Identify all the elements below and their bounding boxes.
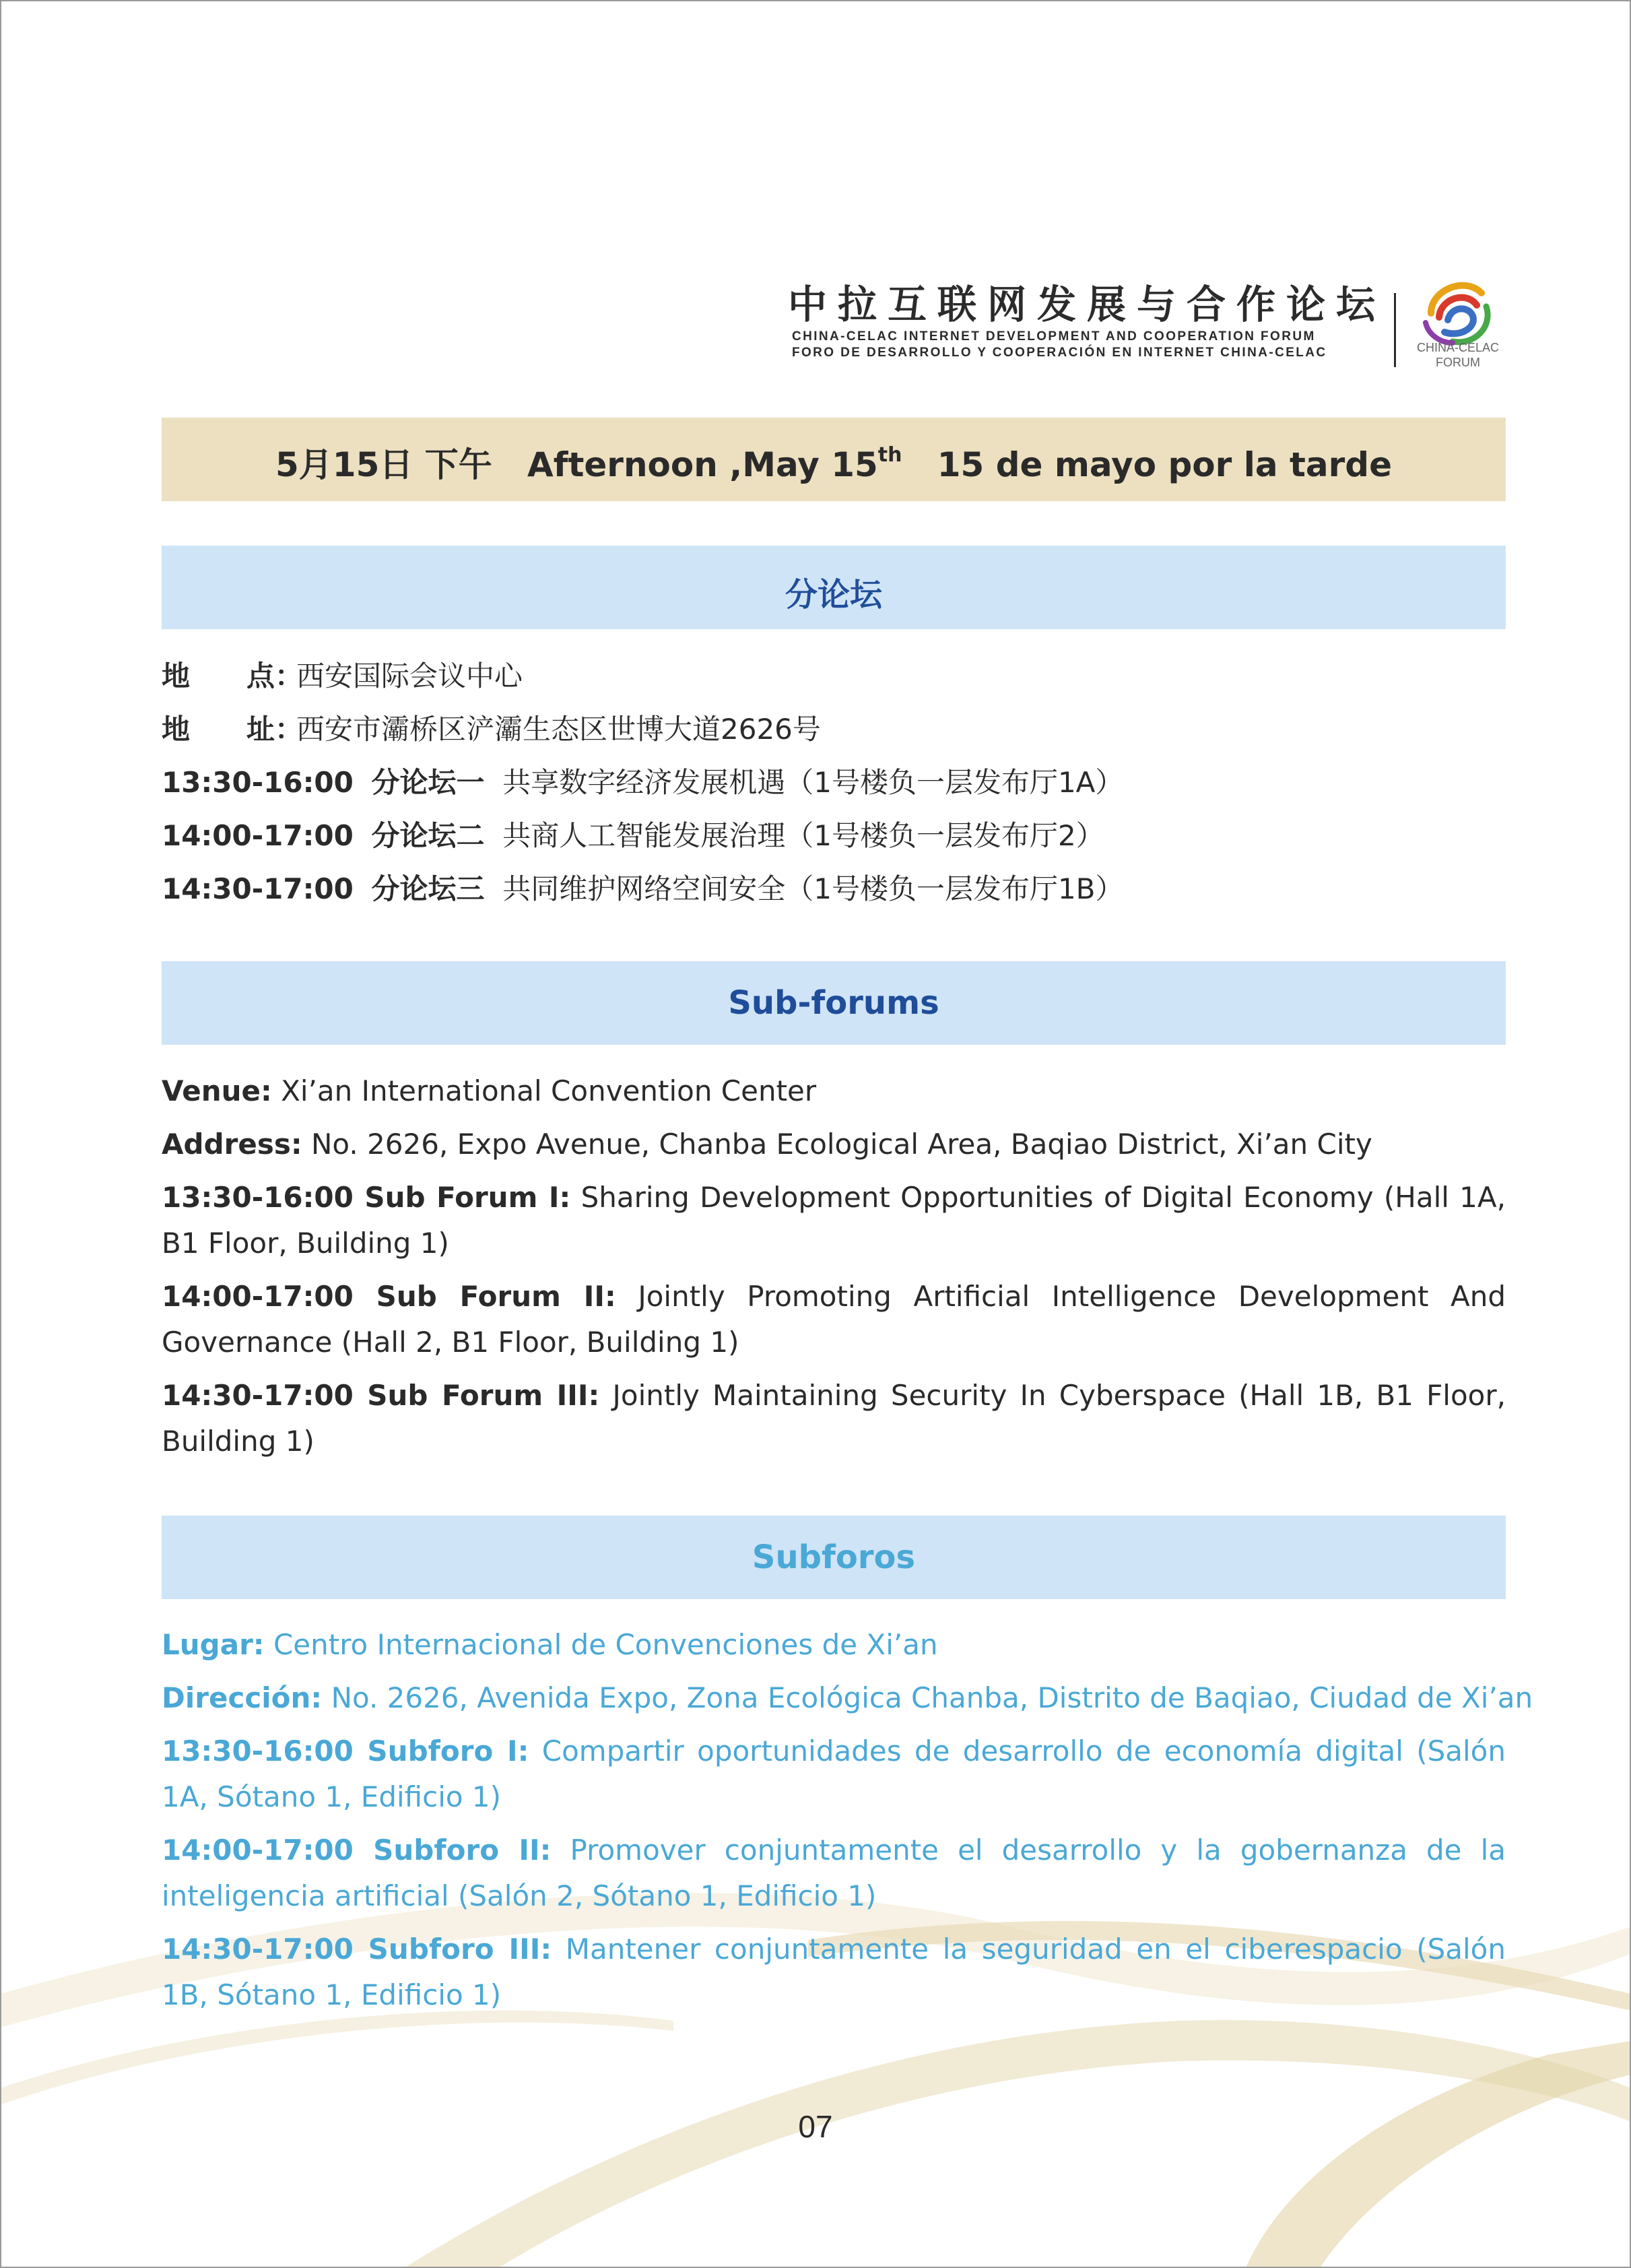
section-body-es bbox=[162, 1622, 1533, 2018]
venue-line-es: Lugar: Centro Internacional de Convenciones de Xi’an bbox=[162, 1628, 938, 1661]
section-body-cn bbox=[162, 653, 1506, 912]
session-line-cn: 14:30-17:00 分论坛三 共同维护网络空间安全（1号楼负一层发布厅1B） bbox=[162, 872, 1124, 905]
venue-line-cn: 地 点：西安国际会议中心 bbox=[162, 659, 523, 692]
page-number: 07 bbox=[798, 2109, 833, 2144]
section-header-en bbox=[162, 961, 1506, 1045]
logo-caption: CHINA-CELAC FORUM bbox=[1416, 341, 1500, 369]
logo-divider bbox=[1394, 293, 1396, 367]
session-line-es: 13:30-16:00 Subforo I: Compartir oportunidades de desarrollo de economía digital (Salón 1A, Sótano 1, Edificio 1) bbox=[162, 1735, 1506, 1813]
session-line-es: 14:30-17:00 Subforo III: Mantener conjuntamente la seguridad en el ciberespacio (Salón 1B, Sótano 1, Edificio 1) bbox=[162, 1933, 1506, 2011]
section-title-es: Subforos bbox=[752, 1538, 916, 1576]
session-line-en: 13:30-16:00 Sub Forum I: Sharing Development Opportunities of Digital Economy (Hall 1A, B1 Floor, Building 1) bbox=[162, 1181, 1506, 1260]
section-header-cn bbox=[162, 546, 1506, 629]
forum-title-es: FORO DE DESARROLLO Y COOPERACIÓN EN INTERNET CHINA-CELAC bbox=[792, 346, 1327, 360]
section-body-en bbox=[162, 1068, 1506, 1464]
section-header-es bbox=[162, 1516, 1506, 1599]
section-title-cn: 分论坛 bbox=[785, 576, 882, 614]
forum-title-cn: 中拉互联网发展与合作论坛 bbox=[788, 282, 1387, 327]
date-banner-text: 5月15日 下午 Afternoon ,May 15th 15 de mayo por la tarde bbox=[275, 443, 1392, 484]
address-line-cn: 地 址：西安市灞桥区浐灞生态区世博大道2626号 bbox=[162, 713, 821, 746]
session-line-es: 14:00-17:00 Subforo II: Promover conjuntamente el desarrollo y la gobernanza de la inteligencia artificial (Salón 2, Sótano 1, Edificio 1) bbox=[162, 1834, 1506, 1912]
session-line-cn: 13:30-16:00 分论坛一 共享数字经济发展机遇（1号楼负一层发布厅1A） bbox=[162, 766, 1124, 799]
section-title-en: Sub-forums bbox=[728, 984, 939, 1022]
session-line-cn: 14:00-17:00 分论坛二 共商人工智能发展治理（1号楼负一层发布厅2） bbox=[162, 819, 1104, 852]
venue-line-en: Venue: Xi’an International Convention Center bbox=[162, 1074, 817, 1107]
session-line-en: 14:30-17:00 Sub Forum III: Jointly Maintaining Security In Cyberspace (Hall 1B, B1 Floor, Building 1) bbox=[162, 1379, 1506, 1458]
address-line-en: Address: No. 2626, Expo Avenue, Chanba Ecological Area, Baqiao District, Xi’an City bbox=[162, 1128, 1372, 1161]
forum-header bbox=[781, 273, 1522, 381]
forum-title-en: CHINA-CELAC INTERNET DEVELOPMENT AND COOPERATION FORUM bbox=[792, 329, 1316, 344]
date-banner bbox=[162, 418, 1506, 501]
session-line-en: 14:00-17:00 Sub Forum II: Jointly Promoting Artificial Intelligence Development And Governance (Hall 2, B1 Floor, Building 1) bbox=[162, 1280, 1506, 1359]
address-line-es: Dirección: No. 2626, Avenida Expo, Zona Ecológica Chanba, Distrito de Baqiao, Ciudad de Xi’an bbox=[162, 1681, 1533, 1714]
